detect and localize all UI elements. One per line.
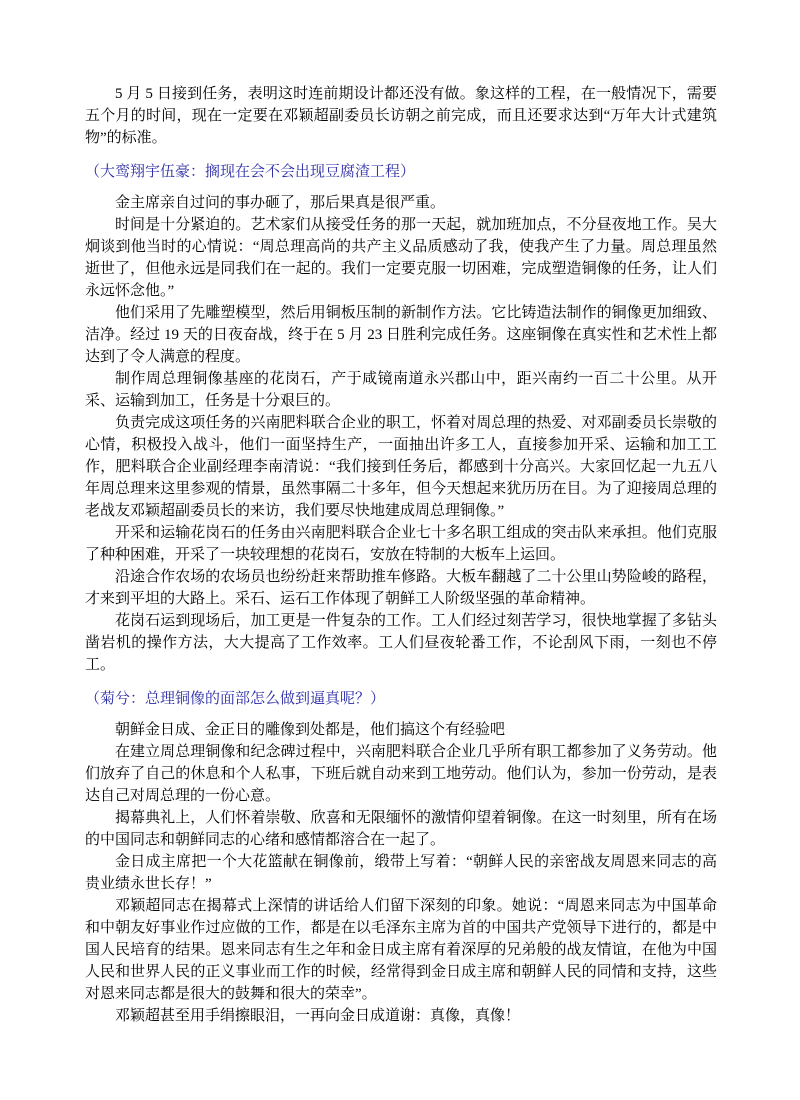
- body-paragraph: 揭幕典礼上，人们怀着崇敬、欣喜和无限缅怀的激情仰望着铜像。在这一时刻里，所有在场的中国同志和朝鲜同志的心绪和感情都溶合在一起了。: [85, 810, 717, 848]
- body-paragraph: 朝鲜金日成、金正日的雕像到处都是，他们搞这个有经验吧: [115, 722, 506, 738]
- body-paragraph: 开采和运输花岗石的任务由兴南肥料联合企业七十多名职工组成的突击队来承担。他们克服了种种困难，开采了一块较理想的花岗石，安放在特制的大板车上运回。: [85, 525, 717, 563]
- body-paragraph: 时间是十分紧迫的。艺术家们从接受任务的那一天起，就加班加点，不分昼夜地工作。吴大炯谈到他当时的心情说：“周总理高尚的共产主义品质感动了我，使我产生了力量。周总理虽然逝世了，但他永远是同我们在一起的。我们一定要克服一切困难，完成塑造铜像的任务，让人们永远怀念他。”: [85, 217, 717, 299]
- document-page: [85, 83, 717, 1027]
- body-paragraph: 在建立周总理铜像和纪念碑过程中，兴南肥料联合企业几乎所有职工都参加了义务劳动。他们放弃了自己的休息和个人私事，下班后就自动来到工地劳动。他们认为，参加一份劳动，是表达自己对周总理的一份心意。: [85, 744, 717, 804]
- body-paragraph: 他们采用了先雕塑模型，然后用铜板压制的新制作方法。它比铸造法制作的铜像更加细致、洁净。经过 19 天的日夜奋战，终于在 5 月 23 日胜利完成任务。这座铜像在真实性和艺术性上都达到了令人满意的程度。: [85, 305, 717, 365]
- body-paragraph: 5 月 5 日接到任务，表明这时连前期设计都还没有做。象这样的工程，在一般情况下，需要五个月的时间，现在一定要在邓颖超副委员长访朝之前完成，而且还要求达到“万年大计式建筑物”的标准。: [85, 86, 717, 146]
- body-paragraph: 沿途合作农场的农场员也纷纷赶来帮助推车修路。大板车翻越了二十公里山势险峻的路程，才来到平坦的大路上。采石、运石工作体现了朝鲜工人阶级坚强的革命精神。: [85, 569, 717, 607]
- body-paragraph: 花岗石运到现场后，加工更是一件复杂的工作。工人们经过刻苦学习，很快地掌握了多钻头凿岩机的操作方法，大大提高了工作效率。工人们昼夜轮番工作，不论刮风下雨，一刻也不停工。: [85, 613, 717, 673]
- reader-annotation: （大鸾翔宇伍豪：搁现在会不会出现豆腐渣工程）: [85, 164, 416, 180]
- reader-annotation: （菊兮：总理铜像的面部怎么做到逼真呢？）: [85, 691, 386, 707]
- body-paragraph: 制作周总理铜像基座的花岗石，产于咸镜南道永兴郡山中，距兴南约一百二十公里。从开采、运输到加工，任务是十分艰巨的。: [85, 371, 717, 409]
- body-paragraph: 邓颖超同志在揭幕式上深情的讲话给人们留下深刻的印象。她说：“周恩来同志为中国革命和中朝友好事业作过应做的工作，都是在以毛泽东主席为首的中国共产党领导下进行的，都是中国人民培育的结果。恩来同志有生之年和金日成主席有着深厚的兄弟般的战友情谊，在他为中国人民和世界人民的正义事业而工作的时候，经常得到金日成主席和朝鲜人民的同情和支持，这些对恩来同志都是很大的鼓舞和很大的荣幸”。: [85, 898, 717, 1002]
- body-paragraph: 负责完成这项任务的兴南肥料联合企业的职工，怀着对周总理的热爱、对邓副委员长崇敬的心情，积极投入战斗，他们一面坚持生产，一面抽出许多工人，直接参加开采、运输和加工工作，肥料联合企业副经理李南清说：“我们接到任务后，都感到十分高兴。大家回忆起一九五八年周总理来这里参观的情景，虽然事隔二十多年，但今天想起来犹历历在目。为了迎接周总理的老战友邓颖超副委员长的来访，我们要尽快地建成周总理铜像。”: [85, 415, 717, 519]
- body-paragraph: 金日成主席把一个大花篮献在铜像前，缎带上写着：“朝鲜人民的亲密战友周恩来同志的高贵业绩永世长存！”: [85, 854, 717, 892]
- body-paragraph: 金主席亲自过问的事办砸了，那后果真是很严重。: [115, 195, 446, 211]
- body-paragraph: 邓颖超甚至用手绢擦眼泪，一再向金日成道谢：真像，真像！: [115, 1008, 521, 1024]
